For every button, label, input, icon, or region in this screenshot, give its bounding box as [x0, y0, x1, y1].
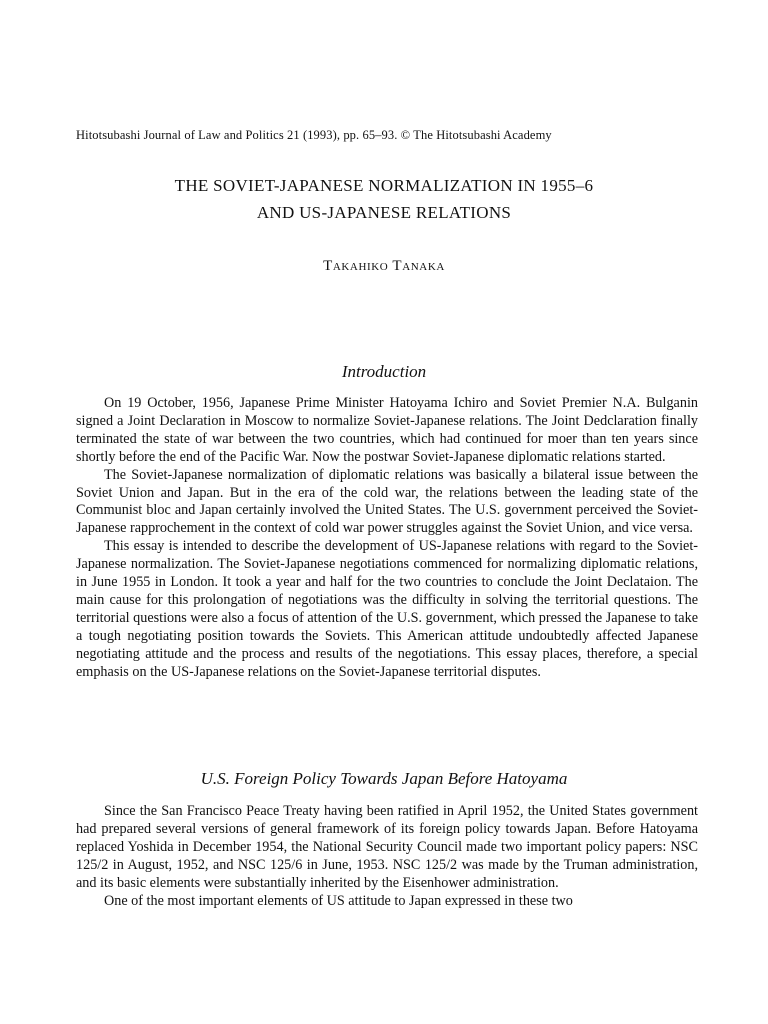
article-title-line-2: AND US-JAPANESE RELATIONS [256, 203, 512, 222]
section-heading-us-foreign-policy: U.S. Foreign Policy Towards Japan Before Hatoyama [200, 769, 568, 788]
journal-citation: Hitotsubashi Journal of Law and Politics 21 (1993), pp. 65–93. © The Hitotsubashi Academy [76, 128, 552, 142]
paragraph: The Soviet-Japanese normalization of diplomatic relations was basically a bilateral issue between the Soviet Union and Japan. But in the era of the cold war, the relations between the leading state of the Communist bloc and Japan certainly involved the United States. The U.S. government perceived the Soviet-Japanese rapprochement in the context of cold war power struggles against the Soviet Union, and vice versa. [76, 466, 698, 537]
section-body-us-foreign-policy [76, 803, 698, 910]
paragraph: Since the San Francisco Peace Treaty having been ratified in April 1952, the United States government had prepared several versions of general framework of its foreign policy towards Japan. Before Hatoyama replaced Yoshida in December 1954, the National Security Council made two important policy papers: NSC 125/2 in August, 1952, and NSC 125/6 in June, 1953. NSC 125/2 was made by the Truman administration, and its basic elements were substantially inherited by the Eisenhower administration. [76, 803, 698, 891]
section-heading-introduction: Introduction [341, 362, 427, 381]
paragraph: On 19 October, 1956, Japanese Prime Minister Hatoyama Ichiro and Soviet Premier N.A. Bulganin signed a Joint Declaration in Moscow to normalize Soviet-Japanese relations. The Joint Dedclaration finally terminated the state of war between the two countries, which had continued for moer than ten years since shortly before the end of the Pacific War. Now the postwar Soviet-Japanese diplomatic relations started. [76, 395, 698, 465]
article-title-line-1: THE SOVIET-JAPANESE NORMALIZATION IN 1955–6 [174, 176, 594, 195]
section-body-introduction [76, 395, 698, 682]
paragraph: This essay is intended to describe the development of US-Japanese relations with regard to the Soviet-Japanese normalization. The Soviet-Japanese negotiations commenced for normalizing diplomatic relations, in June 1955 in London. It took a year and half for the two countries to conclude the Joint Declataion. The main cause for this prolongation of negotiations was the difficulty in solving the territorial questions. The territorial questions were also a focus of attention of the U.S. government, which pressed the Japanese to take a tough negotiating position towards the Soviets. This American attitude undoubtedly affected Japanese negotiating attitude and the process and results of the negotiations. This essay places, therefore, a special emphasis on the US-Japanese relations on the Soviet-Japanese territorial disputes. [76, 538, 698, 680]
article-author: Takahiko Tanaka [323, 258, 445, 274]
paragraph: One of the most important elements of US attitude to Japan expressed in these two [104, 892, 573, 909]
